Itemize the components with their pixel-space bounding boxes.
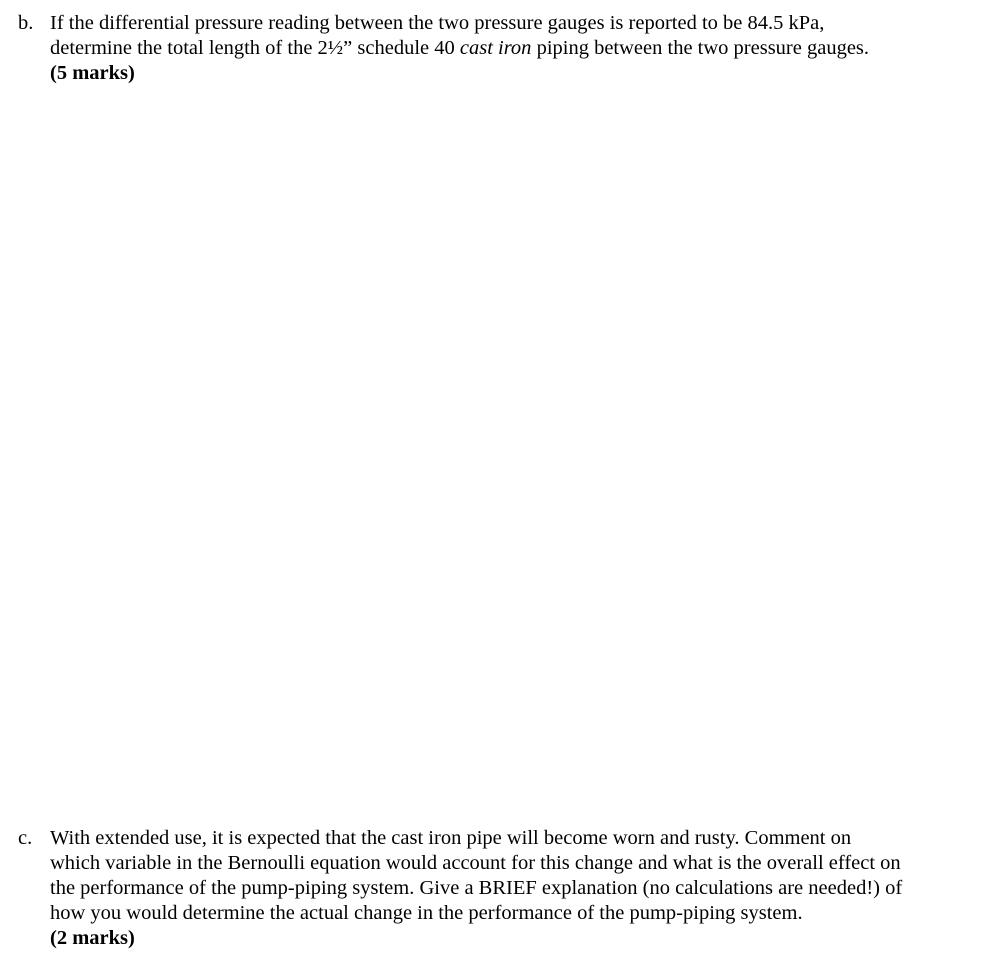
text-segment: piping between the two pressure gauges.	[531, 37, 870, 59]
question-text-line: the performance of the pump-piping system. Give a BRIEF explanation (no calculations are needed!) of	[50, 877, 903, 899]
question-text-line: which variable in the Bernoulli equation would account for this change and what is the overall effect on	[50, 852, 901, 874]
italic-text: cast iron	[459, 37, 532, 59]
text-segment: determine the total length of the 2½” schedule 40	[50, 37, 460, 59]
question-marker: c.	[18, 827, 33, 849]
marks-label: (2 marks)	[50, 927, 135, 949]
question-text-line: how you would determine the actual change in the performance of the pump-piping system.	[50, 902, 803, 924]
marks-label: (5 marks)	[50, 62, 135, 84]
question-marker: b.	[18, 12, 34, 34]
question-text-line: If the differential pressure reading between the two pressure gauges is reported to be 84.5 kPa,	[50, 12, 825, 34]
question-text-line	[50, 36, 980, 61]
question-text-line: With extended use, it is expected that the cast iron pipe will become worn and rusty. Comment on	[50, 827, 852, 849]
